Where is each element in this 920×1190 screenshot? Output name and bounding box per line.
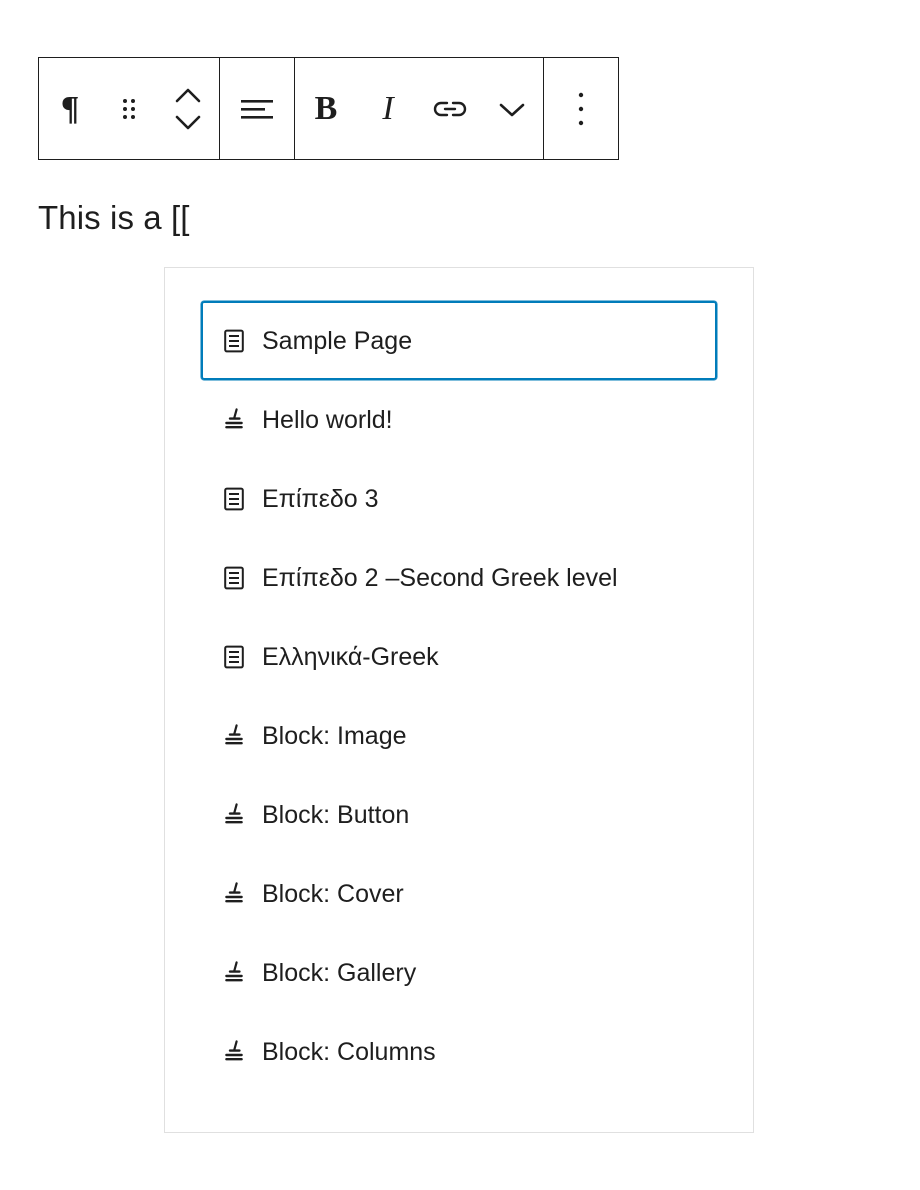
autocomplete-result-item[interactable] <box>201 301 717 380</box>
autocomplete-result-label: Block: Image <box>262 721 407 750</box>
more-formats-button[interactable] <box>481 58 543 159</box>
autocomplete-result-label: Hello world! <box>262 405 393 434</box>
autocomplete-result-item[interactable] <box>201 538 717 617</box>
link-button[interactable] <box>419 58 481 159</box>
autocomplete-result-label: Block: Gallery <box>262 958 417 987</box>
link-icon <box>430 96 470 122</box>
chevron-down-icon <box>495 98 529 120</box>
paragraph-block-content[interactable]: This is a [[ <box>38 199 190 236</box>
autocomplete-result-label: Block: Columns <box>262 1037 436 1066</box>
drag-handle-icon <box>117 96 141 122</box>
autocomplete-result-label: Sample Page <box>262 326 413 355</box>
block-toolbar <box>38 57 619 160</box>
autocomplete-result-label: Επίπεδο 3 <box>262 484 379 513</box>
bold-icon: B <box>314 89 338 127</box>
align-text-icon <box>238 94 276 124</box>
autocomplete-result-item[interactable] <box>201 854 717 933</box>
autocomplete-result-item[interactable] <box>201 459 717 538</box>
post-icon <box>220 801 248 829</box>
block-options-button[interactable] <box>544 58 618 159</box>
page-icon <box>220 643 248 671</box>
post-icon <box>220 959 248 987</box>
bold-button[interactable] <box>295 58 357 159</box>
align-text-button[interactable] <box>220 58 294 159</box>
autocomplete-result-label: Επίπεδο 2 –Second Greek level <box>262 563 618 592</box>
autocomplete-result-item[interactable] <box>201 380 717 459</box>
autocomplete-results-list <box>201 301 717 1091</box>
autocomplete-result-item[interactable] <box>201 696 717 775</box>
post-icon <box>220 406 248 434</box>
toolbar-group-options <box>544 58 618 159</box>
italic-icon: I <box>382 89 394 127</box>
autocomplete-result-label: Ελληνικά-Greek <box>262 642 439 671</box>
post-icon <box>220 722 248 750</box>
autocomplete-result-item[interactable] <box>201 1012 717 1091</box>
drag-handle-button[interactable] <box>101 58 157 159</box>
move-updown-button[interactable] <box>157 58 219 159</box>
page-icon <box>220 564 248 592</box>
autocomplete-result-item[interactable] <box>201 933 717 1012</box>
toolbar-group-align <box>220 58 295 159</box>
move-up-down-icon <box>170 82 206 136</box>
link-autocomplete-popover <box>164 267 754 1133</box>
page-icon <box>220 327 248 355</box>
paragraph-icon: ¶ <box>60 89 80 127</box>
autocomplete-result-item[interactable] <box>201 617 717 696</box>
autocomplete-result-label: Block: Cover <box>262 879 404 908</box>
page-icon <box>220 485 248 513</box>
vertical-ellipsis-icon <box>572 88 590 130</box>
post-icon <box>220 880 248 908</box>
post-icon <box>220 1038 248 1066</box>
toolbar-group-format <box>295 58 544 159</box>
toolbar-group-block-type <box>39 58 220 159</box>
paragraph-block-type-button[interactable] <box>39 58 101 159</box>
italic-button[interactable] <box>357 58 419 159</box>
autocomplete-result-label: Block: Button <box>262 800 410 829</box>
autocomplete-result-item[interactable] <box>201 775 717 854</box>
